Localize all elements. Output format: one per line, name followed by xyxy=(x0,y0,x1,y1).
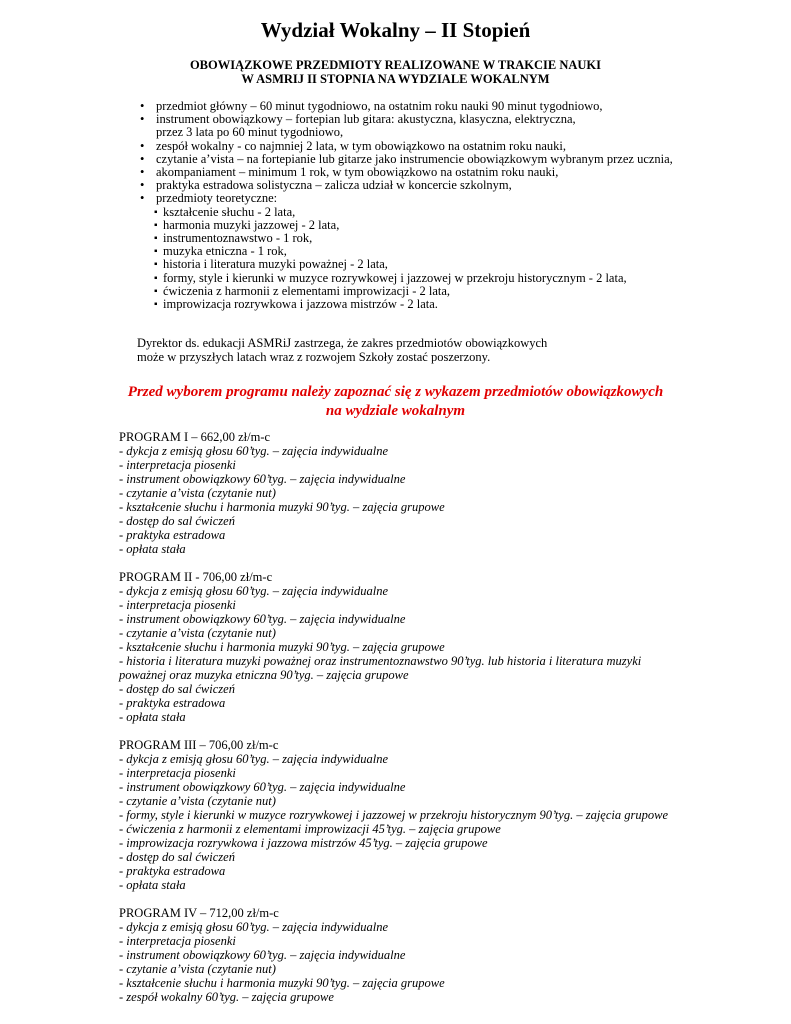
programs-section xyxy=(119,430,668,1018)
program-block xyxy=(119,430,668,556)
page-title: Wydział Wokalny – II Stopień xyxy=(260,18,531,42)
program-item: - opłata stała xyxy=(119,542,186,556)
program-title: PROGRAM II - 706,00 zł/m-c xyxy=(119,570,273,584)
program-item: - czytanie a’vista (czytanie nut) xyxy=(119,486,276,500)
sub-list-item: ▪ muzyka etniczna - 1 rok, xyxy=(156,245,673,258)
list-item-text: zespół wokalny - co najmniej 2 lata, w tym obowiązkowo na ostatnim roku nauki, xyxy=(156,138,566,153)
sub-list-item: ▪ historia i literatura muzyki poważnej - 2 lata, xyxy=(156,258,673,271)
program-item: - czytanie a’vista (czytanie nut) xyxy=(119,626,276,640)
warning-line: na wydziale wokalnym xyxy=(325,403,466,419)
program-item: - kształcenie słuchu i harmonia muzyki 90’tyg. – zajęcia grupowe xyxy=(119,976,445,990)
note-line: może w przyszłych latach wraz z rozwojem Szkoły zostać poszerzony. xyxy=(137,350,491,364)
program-item: - praktyka estradowa xyxy=(119,528,226,542)
section-subtitle xyxy=(0,58,791,86)
list-item xyxy=(140,192,673,311)
requirements-list xyxy=(140,100,673,311)
warning-line: Przed wyborem programu należy zapoznać się z wykazem przedmiotów obowiązkowych xyxy=(127,384,664,400)
program-title: PROGRAM III – 706,00 zł/m-c xyxy=(119,738,279,752)
program-items xyxy=(119,752,668,892)
program-item: - praktyka estradowa xyxy=(119,864,226,878)
program-item: - zespół wokalny 60’tyg. – zajęcia grupowe xyxy=(119,990,334,1004)
program-item: - dostęp do sal ćwiczeń xyxy=(119,850,235,864)
program-item: - instrument obowiązkowy 60’tyg. – zajęcia indywidualne xyxy=(119,612,406,626)
sub-list-item: ▪ improwizacja rozrywkowa i jazzowa mistrzów - 2 lata. xyxy=(156,298,673,311)
program-items xyxy=(119,444,668,556)
program-item: - interpretacja piosenki xyxy=(119,458,236,472)
program-item: - kształcenie słuchu i harmonia muzyki 90’tyg. – zajęcia grupowe xyxy=(119,500,445,514)
program-item: - ćwiczenia z harmonii z elementami improwizacji 45’tyg. – zajęcia grupowe xyxy=(119,822,501,836)
program-item: - opłata stała xyxy=(119,710,186,724)
program-item: - praktyka estradowa xyxy=(119,696,226,710)
program-title: PROGRAM I – 662,00 zł/m-c xyxy=(119,430,271,444)
sub-list-item: ▪ kształcenie słuchu - 2 lata, xyxy=(156,206,673,219)
list-item-continuation: przez 3 lata po 60 minut tygodniowo, xyxy=(156,125,344,140)
program-item: poważnej oraz muzyka etniczna 90’tyg. – zajęcia grupowe xyxy=(119,668,409,682)
program-title: PROGRAM IV – 712,00 zł/m-c xyxy=(119,906,279,920)
theory-subjects-list xyxy=(156,206,673,312)
program-item: - opłata stała xyxy=(119,878,186,892)
program-items xyxy=(119,920,668,1004)
program-block xyxy=(119,738,668,892)
sub-list-item: ▪ harmonia muzyki jazzowej - 2 lata, xyxy=(156,219,673,232)
program-item: - dykcja z emisją głosu 60’tyg. – zajęcia indywidualne xyxy=(119,752,389,766)
warning-notice xyxy=(0,383,791,421)
list-item-text: instrument obowiązkowy – fortepian lub gitara: akustyczna, klasyczna, elektryczna, xyxy=(156,112,576,127)
program-item: - kształcenie słuchu i harmonia muzyki 90’tyg. – zajęcia grupowe xyxy=(119,640,445,654)
program-item: - czytanie a’vista (czytanie nut) xyxy=(119,794,276,808)
program-item: - instrument obowiązkowy 60’tyg. – zajęcia indywidualne xyxy=(119,948,406,962)
program-item: - instrument obowiązkowy 60’tyg. – zajęcia indywidualne xyxy=(119,780,406,794)
program-item: - dykcja z emisją głosu 60’tyg. – zajęcia indywidualne xyxy=(119,920,389,934)
program-item: - interpretacja piosenki xyxy=(119,934,236,948)
list-item-text: praktyka estradowa solistyczna – zalicza udział w koncercie szkolnym, xyxy=(156,178,512,193)
program-item: - dykcja z emisją głosu 60’tyg. – zajęcia indywidualne xyxy=(119,444,389,458)
list-item-text: akompaniament – minimum 1 rok, w tym obowiązkowo na ostatnim roku nauki, xyxy=(156,165,559,180)
director-note xyxy=(137,336,547,364)
program-block xyxy=(119,906,668,1004)
program-item: - interpretacja piosenki xyxy=(119,598,236,612)
sub-list-item: ▪ formy, style i kierunki w muzyce rozrywkowej i jazzowej w przekroju historycznym - 2 lata, xyxy=(156,272,673,285)
sub-list-item: ▪ instrumentoznawstwo - 1 rok, xyxy=(156,232,673,245)
program-item: - improwizacja rozrywkowa i jazzowa mistrzów 45’tyg. – zajęcia grupowe xyxy=(119,836,488,850)
program-item: - dostęp do sal ćwiczeń xyxy=(119,682,235,696)
list-item-text: przedmiot główny – 60 minut tygodniowo, na ostatnim roku nauki 90 minut tygodniowo, xyxy=(156,99,603,113)
program-item: - historia i literatura muzyki poważnej oraz instrumentoznawstwo 90’tyg. lub historia i literatura muzyki xyxy=(119,654,642,668)
program-items xyxy=(119,584,668,724)
list-item xyxy=(140,113,673,139)
program-item: - czytanie a’vista (czytanie nut) xyxy=(119,962,276,976)
program-item: - interpretacja piosenki xyxy=(119,766,236,780)
program-item: - dykcja z emisją głosu 60’tyg. – zajęcia indywidualne xyxy=(119,584,389,598)
program-block xyxy=(119,570,668,724)
subtitle-line: OBOWIĄZKOWE PRZEDMIOTY REALIZOWANE W TRAKCIE NAUKI xyxy=(189,58,602,72)
list-item-text: przedmioty teoretyczne: xyxy=(156,191,278,206)
sub-list-item: ▪ ćwiczenia z harmonii z elementami improwizacji - 2 lata, xyxy=(156,285,673,298)
list-item-text: czytanie a’vista – na fortepianie lub gitarze jako instrumencie obowiązkowym wybranym przez ucznia, xyxy=(156,151,673,166)
program-item: - instrument obowiązkowy 60’tyg. – zajęcia indywidualne xyxy=(119,472,406,486)
subtitle-line: W ASMRIJ II STOPNIA NA WYDZIALE WOKALNYM xyxy=(241,72,550,86)
program-item: - dostęp do sal ćwiczeń xyxy=(119,514,235,528)
note-line: Dyrektor ds. edukacji ASMRiJ zastrzega, że zakres przedmiotów obowiązkowych xyxy=(137,336,548,350)
program-item: - formy, style i kierunki w muzyce rozrywkowej i jazzowej w przekroju historycznym 90’tyg. – zajęcia grupowe xyxy=(119,808,668,822)
